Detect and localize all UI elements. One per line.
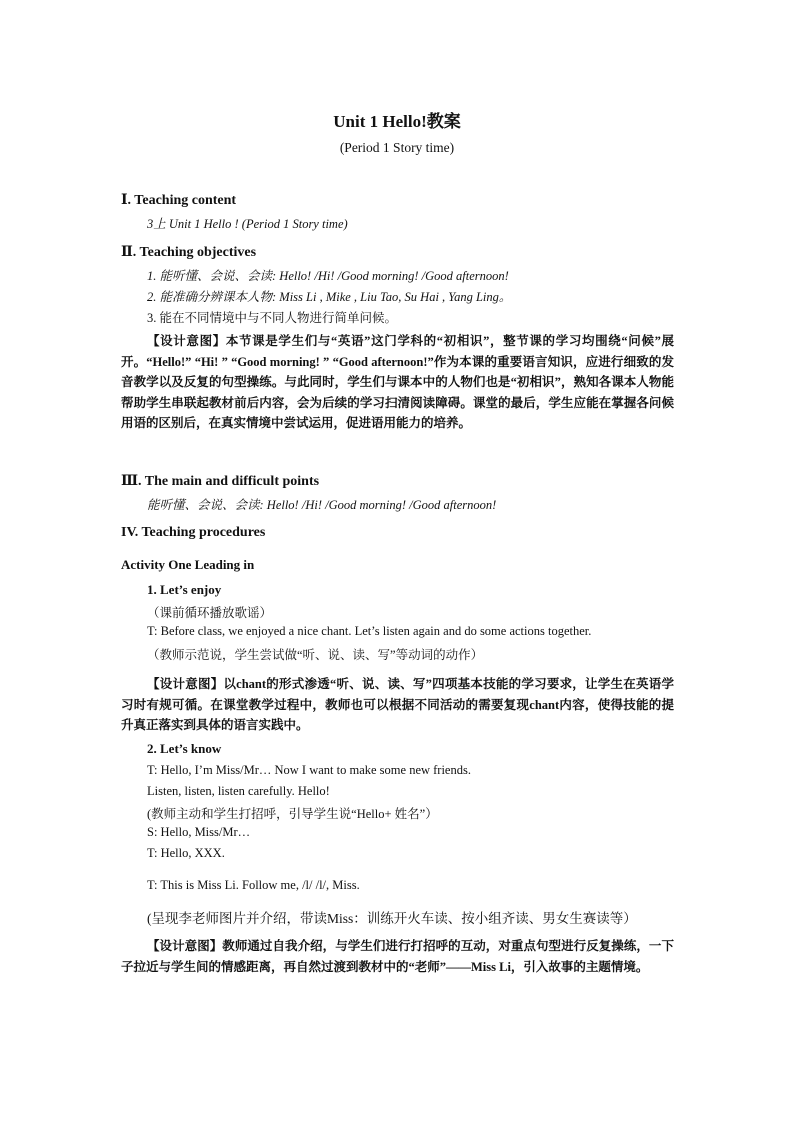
step2-line-7: (呈现李老师图片并介绍，带读Miss：训练开火车读、按小组齐读、男女生赛读等）	[147, 911, 637, 926]
design-note-chant: 【设计意图】以chant的形式渗透“听、说、读、写”四项基本技能的学习要求，让学生在英语学习时有规可循。在课堂教学过程中，教师也可以根据不同活动的需要复现chant内容，使得技能的提升真正落实到具体的语言实践中。	[121, 677, 674, 732]
step2-line-1: T: Hello, I’m Miss/Mr… Now I want to make some new friends.	[147, 763, 471, 777]
section-heading-teaching-procedures: IV. Teaching procedures	[121, 525, 266, 540]
step-lets-enjoy-heading: 1. Let’s enjoy	[147, 582, 222, 597]
step2-line-5: T: Hello, XXX.	[147, 846, 225, 860]
document-subtitle: (Period 1 Story time)	[339, 140, 455, 155]
step2-line-4: S: Hello, Miss/Mr…	[147, 825, 251, 839]
teaching-content-item: 3上 Unit 1 Hello ! (Period 1 Story time)	[147, 217, 348, 231]
design-note-greeting: 【设计意图】教师通过自我介绍，与学生们进行打招呼的互动，对重点句型进行反复操练，一下子拉近与学生间的情感距离，再自然过渡到教材中的“老师”——Miss Li，引入故事的主题情境。	[121, 939, 674, 974]
objective-item-2: 2. 能准确分辨课本人物: Miss Li , Mike , Liu Tao, Su Hai , Yang Ling。	[147, 290, 512, 304]
document-title: Unit 1 Hello!教案	[333, 112, 461, 131]
design-note-objectives: 【设计意图】本节课是学生们与“英语”这门学科的“初相识”，整节课的学习均围绕“问候”展开。“Hello!” “Hi! ” “Good morning! ” “Good afternoon!”作为本课的重要语言知识，应进行细致的发音教学以及反复的句型操练。与此同时，学生们与课本中的人物们也是“初相识”，熟知各课本人物能帮助学生串联起教材前后内容，会为后续的学习扫清阅读障碍。课堂的最后，学生应能在掌握各问候用语的区别后，在真实情境中尝试运用，促进语用能力的培养。	[121, 334, 674, 430]
objective-item-3: 3. 能在不同情境中与不同人物进行简单问候。	[147, 311, 398, 325]
section-heading-teaching-objectives: Ⅱ. Teaching objectives	[121, 245, 257, 260]
activity-one-heading: Activity One Leading in	[121, 557, 255, 572]
section-heading-teaching-content: Ⅰ. Teaching content	[121, 193, 237, 208]
step1-line-2: T: Before class, we enjoyed a nice chant. Let’s listen again and do some actions together.	[147, 624, 592, 638]
main-points-item: 能听懂、会说、会读: Hello! /Hi! /Good morning! /Good afternoon!	[147, 498, 497, 512]
step1-line-3: （教师示范说，学生尝试做“听、说、读、写”等动词的动作）	[147, 648, 484, 662]
section-heading-main-points: Ⅲ. The main and difficult points	[121, 474, 320, 489]
step1-line-1: （课前循环播放歌谣）	[147, 606, 273, 620]
objective-item-1: 1. 能听懂、会说、会读: Hello! /Hi! /Good morning! /Good afternoon!	[147, 269, 509, 283]
step2-line-6: T: This is Miss Li. Follow me, /l/ /l/, Miss.	[147, 878, 360, 892]
step-lets-know-heading: 2. Let’s know	[147, 741, 222, 756]
step2-line-2: Listen, listen, listen carefully. Hello!	[147, 784, 330, 798]
step2-line-3: (教师主动和学生打招呼，引导学生说“Hello+ 姓名”）	[147, 807, 438, 821]
